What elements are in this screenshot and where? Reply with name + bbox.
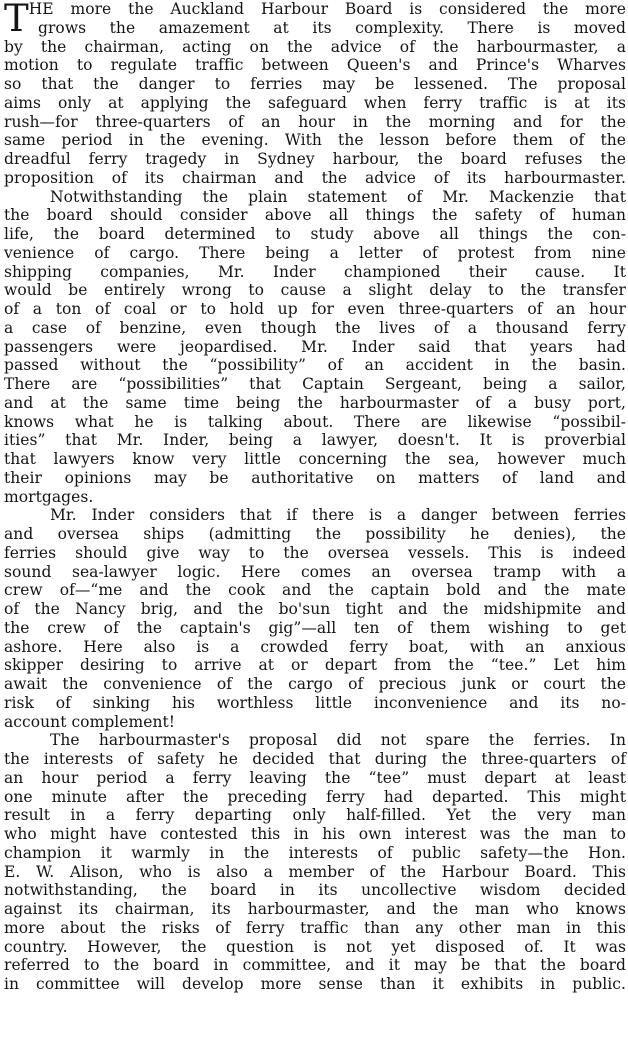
- text-line: passed without the “possibility” of an accident in the basin.: [4, 356, 626, 375]
- text-line: the interests of safety he decided that during the three-quarters of: [4, 750, 626, 768]
- text-line: of a ton of coal or to hold up for even three-quarters of an hour: [4, 300, 626, 318]
- paragraph-1: [4, 0, 626, 188]
- text-line: rush—for three-quarters of an hour in the morning and for the: [4, 112, 626, 131]
- text-line: an hour period a ferry leaving the “tee” must depart at least: [4, 768, 626, 787]
- text-line: proposition of its chairman and the advice of its harbourmaster.: [4, 168, 626, 187]
- text-line: shipping companies, Mr. Inder championed their cause. It: [4, 262, 626, 281]
- text-line: ities” that Mr. Inder, being a lawyer, doesn't. It is proverbial: [4, 431, 626, 450]
- text-line: more about the risks of ferry traffic than any other man in this: [4, 918, 626, 937]
- text-line: against its chairman, its harbourmaster, and the man who knows: [4, 900, 626, 918]
- text-line: in committee will develop more sense than it exhibits in public.: [4, 975, 626, 993]
- text-line: champion it warmly in the interests of public safety—the Hon.: [4, 843, 626, 862]
- text-line: sound sea-lawyer logic. Here comes an oversea tramp with a: [4, 562, 626, 581]
- paragraph-2: [4, 188, 626, 507]
- text-line: of the Nancy brig, and the bo'sun tight and the midshipmite and: [4, 600, 626, 618]
- text-line: dreadful ferry tragedy in Sydney harbour, the board refuses the: [4, 150, 626, 168]
- text-line: country. However, the question is not yet disposed of. It was: [4, 937, 626, 956]
- text-line: and oversea ships (admitting the possibility he denies), the: [4, 525, 626, 543]
- text-line: ferries should give way to the oversea vessels. This is indeed: [4, 543, 626, 562]
- text-line: one minute after the preceding ferry had departed. This might: [4, 787, 626, 806]
- text-line: their opinions may be authoritative on matters of land and: [4, 468, 626, 487]
- text-line: crew of—“me and the cook and the captain bold and the mate: [4, 581, 626, 600]
- text-line: venience of cargo. There being a letter of protest from nine: [4, 243, 626, 262]
- article-body: [4, 0, 626, 994]
- text-line: motion to regulate traffic between Queen's and Prince's Wharves: [4, 56, 626, 75]
- paragraph-3: [4, 506, 626, 731]
- text-line: that lawyers know very little concerning the sea, however much: [4, 450, 626, 468]
- text-line: await the convenience of the cargo of precious junk or court the: [4, 675, 626, 693]
- text-line: life, the board determined to study above all things the con-: [4, 225, 626, 243]
- text-line: aims only at applying the safeguard when ferry traffic is at its: [4, 93, 626, 112]
- text-line: The harbourmaster's proposal did not spare the ferries. In: [50, 731, 626, 750]
- text-line: There are “possibilities” that Captain Sergeant, being a sailor,: [4, 375, 626, 393]
- text-line: Notwithstanding the plain statement of Mr. Mackenzie that: [50, 187, 626, 206]
- text-line: HE more the Auckland Harbour Board is considered the more: [28, 0, 626, 18]
- text-line: who might have contested this in his own interest was the man to: [4, 825, 626, 843]
- text-line: ashore. Here also is a crowded ferry boat, with an anxious: [4, 637, 626, 656]
- text-line: skipper desiring to arrive at or depart from the “tee.” Let him: [4, 656, 626, 675]
- text-line: a case of benzine, even though the lives of a thousand ferry: [4, 318, 626, 337]
- text-line: Mr. Inder considers that if there is a danger between ferries: [50, 506, 626, 525]
- text-line: passengers were jeopardised. Mr. Inder said that years had: [4, 337, 626, 356]
- text-line: mortgages.: [4, 487, 94, 506]
- text-line: so that the danger to ferries may be lessened. The proposal: [4, 75, 626, 93]
- text-line: by the chairman, acting on the advice of the harbourmaster, a: [4, 37, 626, 56]
- text-line: account complement!: [4, 712, 176, 731]
- text-line: would be entirely wrong to cause a slight delay to the transfer: [4, 281, 626, 300]
- text-line: E. W. Alison, who is also a member of the Harbour Board. This: [4, 862, 626, 881]
- paragraph-4: [4, 731, 626, 994]
- text-line: the crew of the captain's gig”—all ten of them wishing to get: [4, 618, 626, 637]
- text-line: notwithstanding, the board in its uncollective wisdom decided: [4, 881, 626, 900]
- text-line: result in a ferry departing only half-filled. Yet the very man: [4, 806, 626, 825]
- text-line: referred to the board in committee, and it may be that the board: [4, 956, 626, 975]
- text-line: knows what he is talking about. There are likewise “possibil-: [4, 412, 626, 431]
- text-line: and at the same time being the harbourmaster of a busy port,: [4, 393, 626, 412]
- text-line: the board should consider above all things the safety of human: [4, 206, 626, 225]
- text-line: same period in the evening. With the lesson before them of the: [4, 131, 626, 150]
- text-line: risk of sinking his worthless little inconvenience and its no-: [4, 693, 626, 712]
- drop-cap: T: [4, 0, 29, 40]
- text-line: grows the amazement at its complexity. There is moved: [38, 18, 626, 37]
